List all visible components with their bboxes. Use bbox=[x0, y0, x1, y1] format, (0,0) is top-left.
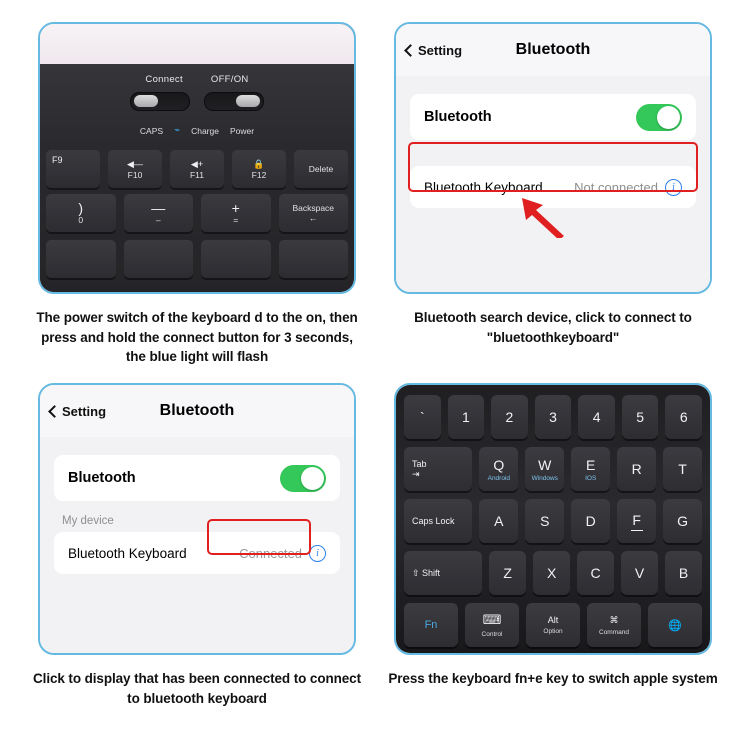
key-backtick[interactable] bbox=[404, 395, 441, 439]
info-icon-2[interactable]: i bbox=[309, 545, 326, 562]
key-blank-1[interactable] bbox=[46, 240, 116, 278]
key-blank-4[interactable] bbox=[279, 240, 349, 278]
key-f12[interactable] bbox=[232, 150, 286, 188]
key-backtick-label: ` bbox=[419, 409, 425, 425]
key-blank-3[interactable] bbox=[201, 240, 271, 278]
bluetooth-toggle[interactable] bbox=[636, 104, 682, 131]
back-button[interactable] bbox=[406, 43, 462, 58]
key-control-label: Control bbox=[481, 631, 503, 638]
key-f11[interactable] bbox=[170, 150, 224, 188]
key-f10[interactable] bbox=[108, 150, 162, 188]
key-w-label: W bbox=[538, 456, 552, 473]
key-globe[interactable] bbox=[648, 603, 702, 647]
key-backspace-label: Backspace bbox=[292, 203, 335, 213]
key-shift-label: ⇧ Shift bbox=[412, 567, 441, 578]
globe-icon: 🌐 bbox=[668, 619, 682, 632]
device-status-2: Connected bbox=[239, 545, 302, 561]
panel-cell-1 bbox=[32, 22, 362, 377]
panel-cell-3 bbox=[32, 383, 362, 738]
key-control[interactable] bbox=[465, 603, 519, 647]
key-caps-lock-label: Caps Lock bbox=[412, 516, 455, 526]
back-label: Setting bbox=[418, 42, 463, 58]
key-4-label: 4 bbox=[592, 409, 601, 425]
key-zero[interactable] bbox=[46, 194, 116, 232]
panel-cell-4 bbox=[388, 383, 718, 738]
kb-row-modifiers bbox=[396, 603, 710, 647]
key-f10-label: F10 bbox=[127, 169, 143, 180]
nav-bar bbox=[396, 24, 710, 76]
key-g[interactable] bbox=[663, 499, 702, 543]
key-t-label: T bbox=[678, 461, 687, 477]
key-q-label: Q bbox=[493, 456, 505, 473]
key-f10-glyph: ◀— bbox=[127, 158, 143, 169]
key-r[interactable] bbox=[617, 447, 656, 491]
key-g-label: G bbox=[677, 513, 688, 529]
key-tab-label: Tab bbox=[412, 458, 427, 469]
bottom-key-row bbox=[46, 240, 348, 278]
ios-settings-screen-1 bbox=[396, 24, 710, 292]
key-a-label: A bbox=[494, 513, 504, 529]
lock-icon: 🔒 bbox=[253, 158, 265, 169]
key-x[interactable] bbox=[533, 551, 570, 595]
key-q[interactable] bbox=[479, 447, 518, 491]
photo-background-strip bbox=[40, 24, 354, 64]
number-key-row bbox=[46, 194, 348, 232]
key-w-sublabel: Windows bbox=[531, 474, 558, 482]
panel-cell-2 bbox=[388, 22, 718, 377]
key-c-label: C bbox=[590, 565, 601, 581]
connect-label: Connect bbox=[145, 74, 183, 85]
caption-1: The power switch of the keyboard d to the on, then press and hold the connect button for 3 seconds, the blue light will flash bbox=[36, 310, 358, 365]
key-f11-glyph: ◀+ bbox=[190, 158, 204, 169]
device-name: Bluetooth Keyboard bbox=[424, 179, 543, 195]
key-c[interactable] bbox=[577, 551, 614, 595]
key-option[interactable] bbox=[526, 603, 580, 647]
page-title-2: Bluetooth bbox=[159, 402, 235, 419]
key-blank-2[interactable] bbox=[124, 240, 194, 278]
key-alt-label: Alt bbox=[547, 615, 559, 625]
key-equal-shift: + bbox=[231, 199, 240, 216]
key-fn[interactable] bbox=[404, 603, 458, 647]
info-icon[interactable]: i bbox=[665, 179, 682, 196]
key-command[interactable] bbox=[587, 603, 641, 647]
key-6[interactable] bbox=[665, 395, 702, 439]
key-3[interactable] bbox=[535, 395, 572, 439]
bluetooth-toggle-2[interactable] bbox=[280, 465, 326, 492]
device-name-2: Bluetooth Keyboard bbox=[68, 545, 187, 561]
key-shift[interactable] bbox=[404, 551, 482, 595]
key-x-label: X bbox=[546, 565, 557, 581]
key-1[interactable] bbox=[448, 395, 485, 439]
key-v[interactable] bbox=[621, 551, 658, 595]
key-3-label: 3 bbox=[549, 409, 557, 425]
keyboard-closeup bbox=[396, 385, 710, 653]
key-z-label: Z bbox=[503, 565, 512, 581]
key-command-label: Command bbox=[599, 628, 629, 636]
key-f12-label: F12 bbox=[251, 169, 267, 180]
key-r-label: R bbox=[631, 461, 642, 477]
key-option-label: Option bbox=[543, 628, 563, 635]
key-4[interactable] bbox=[578, 395, 615, 439]
key-e-sublabel: IOS bbox=[585, 474, 597, 482]
keyboard-photo bbox=[40, 24, 354, 292]
key-d-label: D bbox=[585, 513, 596, 529]
tab-arrow-icon: ⇥ bbox=[412, 468, 420, 479]
bluetooth-label: Bluetooth bbox=[424, 109, 492, 125]
key-f11-label: F11 bbox=[189, 169, 205, 180]
caption-2: Bluetooth search device, click to connect to "bluetoothkeyboard" bbox=[414, 310, 692, 345]
indicator-labels bbox=[40, 125, 354, 136]
key-delete[interactable] bbox=[294, 150, 348, 188]
device-status-group-2 bbox=[239, 545, 326, 562]
connect-switch[interactable] bbox=[130, 92, 190, 111]
key-tab[interactable] bbox=[404, 447, 472, 491]
key-minus-shift: — bbox=[151, 199, 166, 216]
onoff-label: OFF/ON bbox=[210, 74, 249, 85]
power-switch-knob bbox=[236, 95, 260, 107]
toggle-knob-2 bbox=[301, 467, 324, 490]
key-e-label: E bbox=[586, 456, 596, 473]
pointer-arrow-icon bbox=[514, 196, 566, 238]
key-caps-lock[interactable] bbox=[404, 499, 472, 543]
key-a[interactable] bbox=[479, 499, 518, 543]
caps-indicator-label: CAPS bbox=[139, 125, 164, 136]
page-title: Bluetooth bbox=[515, 41, 591, 58]
device-status: Not connected bbox=[574, 179, 658, 195]
apple-keyboard-panel bbox=[394, 383, 712, 655]
key-minus-label: – bbox=[155, 215, 161, 226]
key-fn-label: Fn bbox=[424, 619, 438, 631]
key-backspace[interactable] bbox=[279, 194, 349, 232]
key-minus[interactable] bbox=[124, 194, 194, 232]
kb-row-qwerty bbox=[396, 447, 710, 491]
power-switch[interactable] bbox=[204, 92, 264, 111]
key-equal-label: = bbox=[233, 215, 239, 226]
key-v-label: V bbox=[634, 565, 645, 581]
chevron-left-icon bbox=[404, 44, 417, 57]
kb-row-home bbox=[396, 499, 710, 543]
kb-row-numbers bbox=[396, 395, 710, 439]
keyboard-switch-photo-panel bbox=[38, 22, 356, 294]
key-f-homing-bar bbox=[631, 530, 643, 531]
power-indicator-label: Power bbox=[229, 125, 255, 136]
key-f-label: F bbox=[632, 511, 641, 528]
kb-row-shift bbox=[396, 551, 710, 595]
key-z[interactable] bbox=[489, 551, 526, 595]
device-status-group bbox=[574, 179, 682, 196]
key-5[interactable] bbox=[622, 395, 659, 439]
key-w[interactable] bbox=[525, 447, 564, 491]
key-q-sublabel: Android bbox=[487, 474, 511, 482]
toggle-knob bbox=[657, 106, 680, 129]
bluetooth-connected-panel bbox=[38, 383, 356, 655]
key-5-label: 5 bbox=[636, 409, 645, 425]
key-b[interactable] bbox=[665, 551, 702, 595]
key-1-label: 1 bbox=[461, 409, 470, 425]
key-s-label: S bbox=[540, 513, 550, 529]
command-icon: ⌘ bbox=[609, 614, 619, 625]
bluetooth-toggle-row[interactable] bbox=[410, 94, 696, 140]
switch-labels bbox=[40, 74, 354, 85]
key-6-label: 6 bbox=[679, 409, 688, 425]
bluetooth-toggle-row-2[interactable] bbox=[54, 455, 340, 501]
function-key-row bbox=[46, 150, 348, 188]
ios-settings-screen-2 bbox=[40, 385, 354, 653]
chevron-left-icon bbox=[48, 405, 61, 418]
key-zero-shift: ) bbox=[78, 199, 84, 216]
key-equal[interactable] bbox=[201, 194, 271, 232]
key-2-label: 2 bbox=[505, 409, 514, 425]
back-button-2[interactable] bbox=[50, 404, 106, 419]
backspace-arrow-icon: ← bbox=[309, 213, 318, 223]
hardware-switches bbox=[40, 92, 354, 111]
back-label-2: Setting bbox=[62, 403, 107, 419]
connect-switch-knob bbox=[134, 95, 158, 107]
key-f[interactable] bbox=[617, 499, 656, 543]
key-f9[interactable] bbox=[46, 150, 100, 188]
key-b-label: B bbox=[678, 565, 689, 581]
caption-3: Click to display that has been connected to connect to bluetooth keyboard bbox=[33, 671, 361, 706]
bluetooth-icon: ⌁ bbox=[174, 125, 181, 136]
keyboard-icon: ⌨ bbox=[482, 612, 502, 627]
bluetooth-not-connected-panel bbox=[394, 22, 712, 294]
key-s[interactable] bbox=[525, 499, 564, 543]
key-t[interactable] bbox=[663, 447, 702, 491]
charge-indicator-label: Charge bbox=[191, 125, 219, 136]
key-delete-label: Delete bbox=[308, 164, 334, 174]
key-zero-label: 0 bbox=[78, 215, 84, 226]
nav-bar-2 bbox=[40, 385, 354, 437]
key-e[interactable] bbox=[571, 447, 610, 491]
bluetooth-label-2: Bluetooth bbox=[68, 470, 136, 486]
key-f9-label: F9 bbox=[52, 155, 63, 165]
caption-4: Press the keyboard fn+e key to switch apple system bbox=[388, 671, 718, 686]
key-d[interactable] bbox=[571, 499, 610, 543]
key-2[interactable] bbox=[491, 395, 528, 439]
section-header-my-device: My device bbox=[62, 515, 114, 527]
device-row-2[interactable] bbox=[54, 532, 340, 574]
